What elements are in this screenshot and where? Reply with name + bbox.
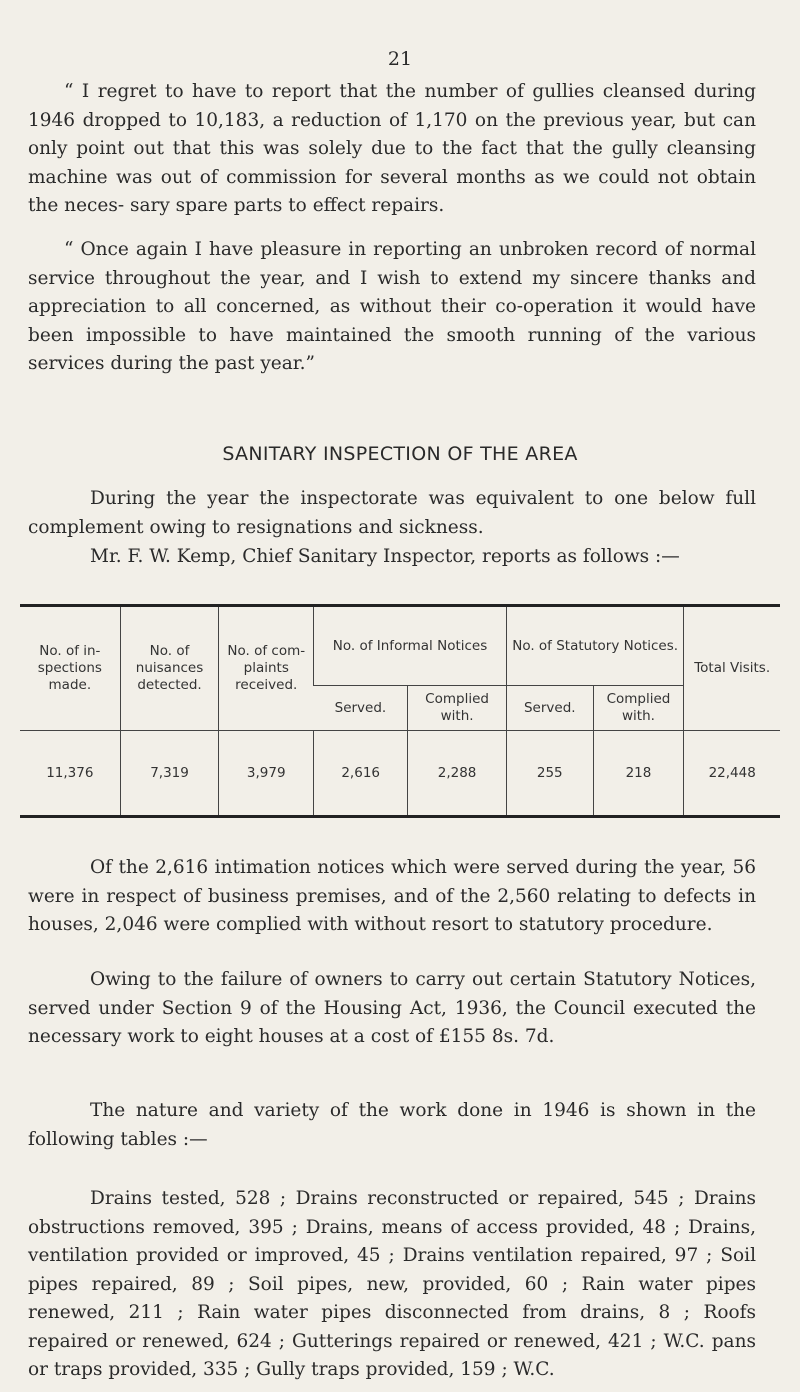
cell-statutory-complied: 218	[593, 731, 684, 817]
inspection-summary-table	[20, 604, 780, 818]
section-heading: SANITARY INSPECTION OF THE AREA	[222, 443, 578, 465]
header-complaints: No. of com- plaints received.	[219, 606, 314, 731]
paragraph-statutory-work: Owing to the failure of owners to carry out certain Statutory Notices, served under Section 9 of the Housing Act, 1936, the Council executed the necessary work to eight houses at a cost of £155 8s. 7d.	[28, 969, 756, 1047]
cell-informal-served: 2,616	[314, 731, 408, 817]
cell-statutory-served: 255	[506, 731, 593, 817]
header-informal-served: Served.	[314, 686, 408, 731]
cell-complaints: 3,979	[219, 731, 314, 817]
cell-inspections: 11,376	[46, 764, 94, 781]
cell-nuisances: 7,319	[120, 731, 219, 817]
header-informal-notices: No. of Informal Notices	[314, 606, 507, 686]
header-statutory-served: Served.	[506, 686, 593, 731]
header-inspections: No. of in- spections made.	[37, 643, 102, 693]
header-nuisances: No. of nuisances detected.	[120, 606, 219, 731]
paragraph-gullies: “ I regret to have to report that the number of gullies cleansed during 1946 dropped to 10,183, a reduction of 1,170 on the previous year, but can only point out that this was solely due to the fact that the gully cleansing machine was out of commission for several months as we could not obtain the neces- sary spare parts to effect repairs.	[28, 81, 756, 216]
paragraph-tables-intro: The nature and variety of the work done in 1946 is shown in the following tables :—	[28, 1100, 756, 1150]
paragraph-report-intro: Mr. F. W. Kemp, Chief Sanitary Inspector, reports as follows :—	[90, 546, 680, 567]
paragraph-work-list: Drains tested, 528 ; Drains reconstructed or repaired, 545 ; Drains obstructions removed, 395 ; Drains, means of access provided, 48 ; Drains, ventilation provided or improved, 45 ; Drains ventilation repaired, 97 ; Soil pipes repaired, 89 ; Soil pipes, new, provided, 60 ; Rain water pipes renewed, 211 ; Rain water pipes disconnected from drains, 8 ; Roofs repaired or renewed, 624 ; Gutterings repaired or renewed, 421 ; W.C. pans or traps provided, 335 ; Gully traps provided, 159 ; W.C.	[28, 1188, 756, 1380]
table-row	[20, 731, 780, 817]
cell-informal-complied: 2,288	[408, 731, 507, 817]
paragraph-inspectorate: During the year the inspectorate was equivalent to one below full complement owing to resignations and sickness.	[28, 488, 756, 538]
cell-total-visits: 22,448	[684, 731, 780, 817]
paragraph-intimation-notices: Of the 2,616 intimation notices which were served during the year, 56 were in respect of business premises, and of the 2,560 relating to defects in houses, 2,046 were complied with without resort to statutory procedure.	[28, 857, 756, 935]
header-statutory-complied: Complied with.	[593, 686, 684, 731]
paragraph-thanks: “ Once again I have pleasure in reporting an unbroken record of normal service throughout the year, and I wish to extend my sincere thanks and appreciation to all concerned, as without their co-operation it would have been impossible to have maintained the smooth running of the various services during the past year.”	[28, 239, 756, 374]
page-number: 21	[387, 48, 413, 70]
header-total-visits: Total Visits.	[684, 606, 780, 731]
header-informal-complied: Complied with.	[408, 686, 507, 731]
header-statutory-notices: No. of Statutory Notices.	[506, 606, 683, 686]
